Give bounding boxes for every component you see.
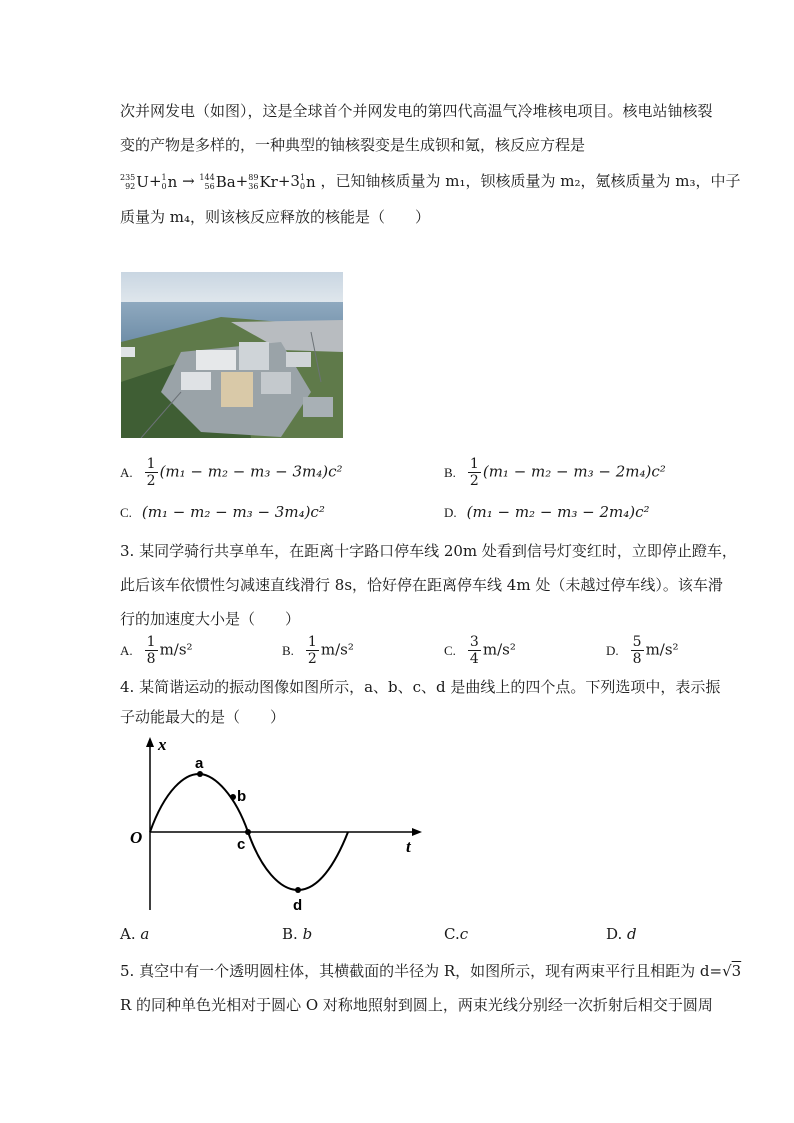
q3-option-d[interactable]: D. $\frac{5}{8}$ m/s² <box>606 634 679 667</box>
x-axis-arrow <box>146 737 154 747</box>
point-b <box>230 794 236 800</box>
element-symbol: U <box>136 173 149 191</box>
point-d <box>295 887 301 893</box>
q4-option-b[interactable]: B. b <box>282 925 313 943</box>
option-expression: (m₁ − m₂ − m₃ − 3m₄)c² <box>159 462 343 481</box>
nuclear-plant-photo <box>121 272 343 438</box>
paragraph-line: ，已知铀核质量为 m₁，钡核质量为 m₂，氪核质量为 m₃，中子 <box>320 172 741 190</box>
origin-label: O <box>130 828 143 847</box>
option-a[interactable] <box>120 456 343 489</box>
option-label: D. <box>444 505 457 520</box>
option-b[interactable] <box>444 456 666 489</box>
option-expression: (m₁ − m₂ − m₃ − 2m₄)c² <box>482 462 666 481</box>
option-c[interactable] <box>120 500 325 525</box>
coefficient: 3 <box>290 172 300 190</box>
uranium-nuclide <box>120 171 149 193</box>
point-d-label: d <box>293 897 303 914</box>
q3-option-a[interactable]: A. $\frac{1}{8}$ m/s² <box>120 634 193 667</box>
reaction-arrow: → <box>182 172 195 190</box>
charge-number: 36 <box>248 182 259 191</box>
question-4-line: 子动能最大的是（ ） <box>120 708 286 726</box>
t-axis-arrow <box>412 828 422 836</box>
paragraph-line: 质量为 m₄，则该核反应释放的核能是（ ） <box>120 208 431 226</box>
option-label: B. <box>444 464 456 480</box>
question-4-line: 4. 某简谐运动的振动图像如图所示，a、b、c、d 是曲线上的四个点。下列选项中，表示振 <box>120 678 721 696</box>
q4-option-a[interactable]: A. a <box>120 925 150 943</box>
neutron-nuclide <box>162 171 178 193</box>
mass-number: 1 <box>161 173 167 182</box>
option-d[interactable] <box>444 500 650 525</box>
question-3-line: 此后该车依惯性匀减速直线滑行 8s，恰好停在距离停车线 4m 处（未越过停车线）。该车滑 <box>120 576 723 594</box>
option-expression: (m₁ − m₂ − m₃ − 3m₄)c² <box>141 503 325 521</box>
mass-number: 89 <box>248 173 259 182</box>
barium-nuclide <box>199 171 235 193</box>
point-c <box>245 829 251 835</box>
mass-number: 1 <box>299 173 306 182</box>
element-symbol: Ba <box>215 173 236 191</box>
charge-number: 0 <box>161 182 167 191</box>
nuclear-equation: 235 92 U + 1 0 n → 144 56 Ba + 89 36 Kr +3 1 0 n ，已知铀核质量为 m₁，钡核质量为 m₂，氪核质量为 m₃，中子 <box>120 172 741 191</box>
point-b-label: b <box>237 788 247 805</box>
paragraph-line: 次并网发电（如图），这是全球首个并网发电的第四代高温气冷堆核电项目。核电站铀核裂 <box>120 102 713 120</box>
element-symbol: n <box>167 173 178 191</box>
point-c-label: c <box>237 836 246 853</box>
option-label: A. <box>120 464 133 480</box>
fraction: $\frac{1}{2}$ <box>469 456 479 489</box>
question-3-line: 行的加速度大小是（ ） <box>120 610 301 628</box>
point-a-label: a <box>195 755 204 772</box>
charge-number: 0 <box>299 182 306 191</box>
q4-option-d[interactable]: D. d <box>606 925 637 943</box>
element-symbol: Kr <box>259 173 278 191</box>
question-5-line: R 的同种单色光相对于圆心 O 对称地照射到圆上，两束光线分别经一次折射后相交于圆周 <box>120 996 713 1014</box>
element-symbol: n <box>306 173 316 191</box>
sqrt-value: 3 <box>731 962 742 980</box>
t-axis-label: t <box>406 837 411 856</box>
fraction: $\frac{1}{2}$ <box>146 456 156 489</box>
option-label: C. <box>120 505 132 520</box>
q4-option-c[interactable]: C.c <box>444 925 469 943</box>
x-axis-label: x <box>158 735 167 754</box>
q3-option-c[interactable]: C. $\frac{3}{4}$ m/s² <box>444 634 516 667</box>
paragraph-line: 变的产物是多样的，一种典型的铀核裂变是生成钡和氪，核反应方程是 <box>120 136 586 154</box>
option-expression: (m₁ − m₂ − m₃ − 2m₄)c² <box>466 503 650 521</box>
charge-number: 56 <box>204 182 215 191</box>
mass-number: 235 <box>120 173 136 182</box>
krypton-nuclide <box>248 171 278 193</box>
vibration-graph <box>120 735 430 915</box>
neutron-nuclide <box>300 171 316 193</box>
mass-number: 144 <box>199 173 215 182</box>
question-3-line: 3. 某同学骑行共享单车，在距离十字路口停车线 20m 处看到信号灯变红时，立即停止蹬车， <box>120 542 737 560</box>
sqrt-symbol: √ <box>722 962 732 980</box>
q3-option-b[interactable]: B. $\frac{1}{2}$ m/s² <box>282 634 354 667</box>
question-5-line: 5. 真空中有一个透明圆柱体，其横截面的半径为 R，如图所示，现有两束平行且相距为 d=√3 <box>120 962 742 980</box>
charge-number: 92 <box>125 182 136 191</box>
